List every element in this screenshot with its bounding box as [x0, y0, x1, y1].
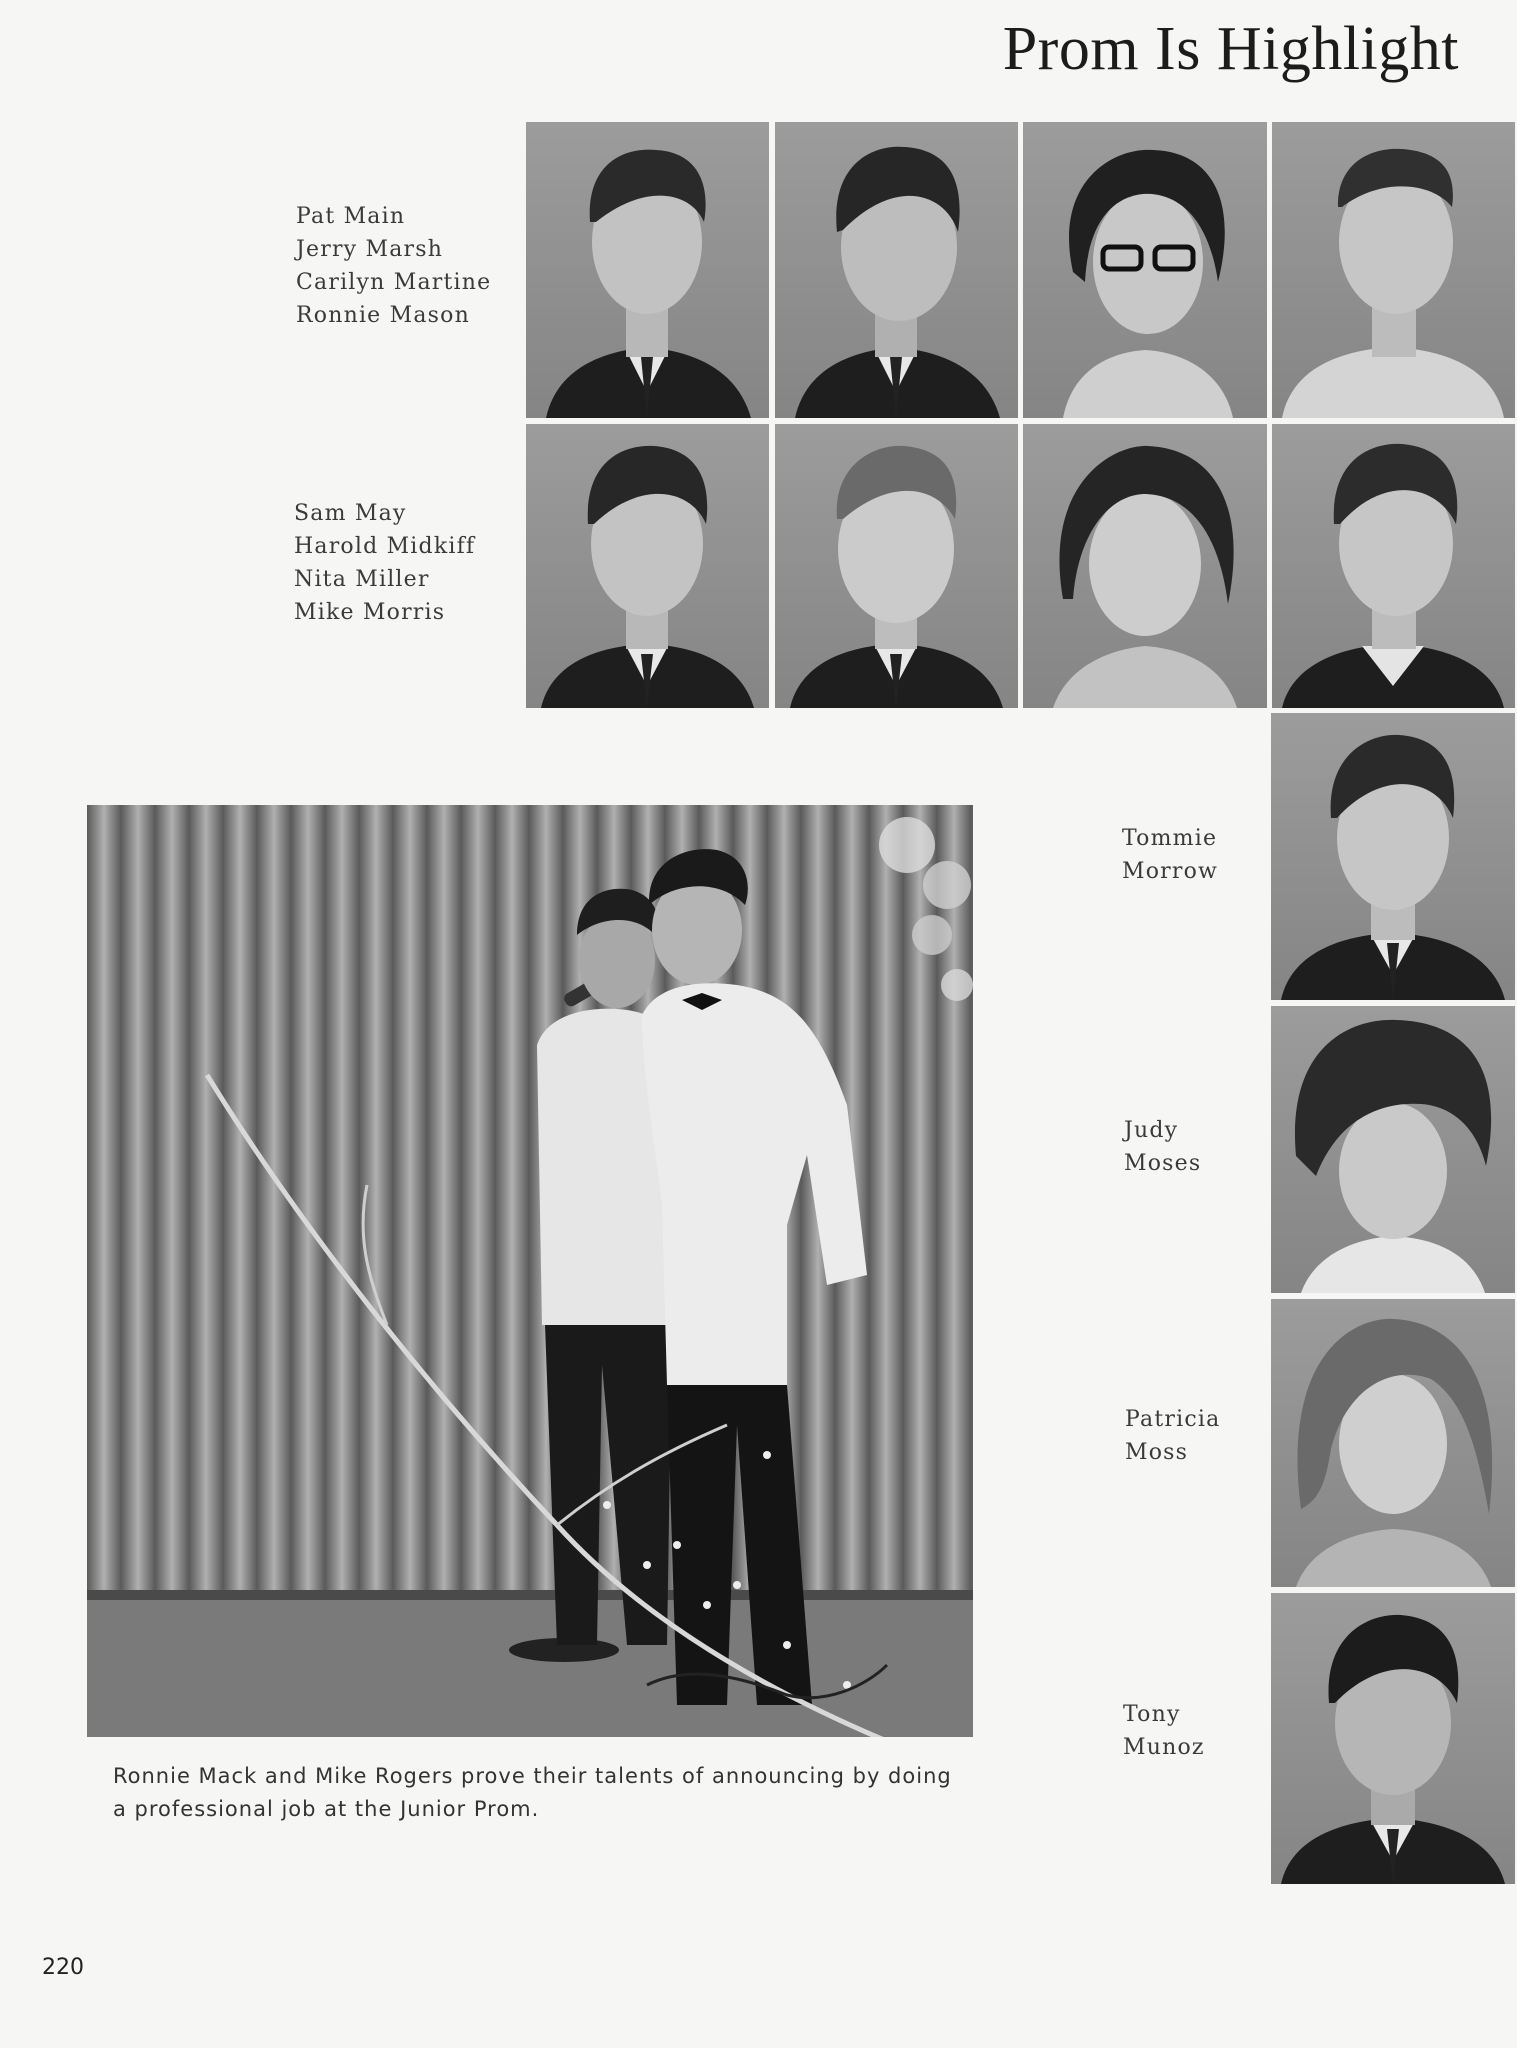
- portrait-photo: [1271, 1299, 1515, 1587]
- page-title: Prom Is Highlight: [1002, 15, 1459, 83]
- student-first-name: Tony: [1123, 1702, 1181, 1727]
- caption-line: a professional job at the Junior Prom.: [113, 1797, 540, 1821]
- right-name-2: [1124, 1114, 1201, 1180]
- student-name: Carilyn Martine: [296, 270, 492, 295]
- page-number: 220: [42, 1955, 84, 1980]
- photo-caption: [113, 1760, 973, 1826]
- portrait-photo: [1272, 424, 1515, 708]
- student-name: Ronnie Mason: [296, 303, 470, 328]
- portrait-photo: [775, 122, 1018, 418]
- student-last-name: Moss: [1125, 1440, 1189, 1465]
- row1-name-list: [296, 200, 491, 332]
- student-last-name: Morrow: [1122, 859, 1219, 884]
- portrait-photo: [1271, 1006, 1515, 1293]
- portrait-photo: [1271, 1593, 1515, 1884]
- student-name: Jerry Marsh: [296, 237, 444, 262]
- caption-line: Ronnie Mack and Mike Rogers prove their talents of announcing by doing: [113, 1764, 952, 1788]
- row2-name-list: [294, 497, 475, 629]
- student-name: Sam May: [294, 501, 407, 526]
- student-first-name: Tommie: [1122, 826, 1218, 851]
- portrait-photo: [526, 122, 769, 418]
- student-first-name: Patricia: [1125, 1407, 1221, 1432]
- right-name-4: [1123, 1698, 1205, 1764]
- student-name: Pat Main: [296, 204, 406, 229]
- portrait-photo: [1023, 122, 1267, 418]
- right-name-1: [1122, 822, 1218, 888]
- student-first-name: Judy: [1124, 1118, 1179, 1143]
- portrait-photo: [1271, 713, 1515, 1000]
- portrait-photo: [1272, 122, 1515, 418]
- portrait-photo: [526, 424, 769, 708]
- student-name: Nita Miller: [294, 567, 430, 592]
- student-name: Mike Morris: [294, 600, 446, 625]
- right-name-3: [1125, 1403, 1220, 1469]
- student-last-name: Moses: [1124, 1151, 1202, 1176]
- portrait-photo: [1023, 424, 1267, 708]
- student-name: Harold Midkiff: [294, 534, 476, 559]
- portrait-photo: [775, 424, 1018, 708]
- student-last-name: Munoz: [1123, 1735, 1205, 1760]
- prom-stage-photo: [87, 805, 973, 1737]
